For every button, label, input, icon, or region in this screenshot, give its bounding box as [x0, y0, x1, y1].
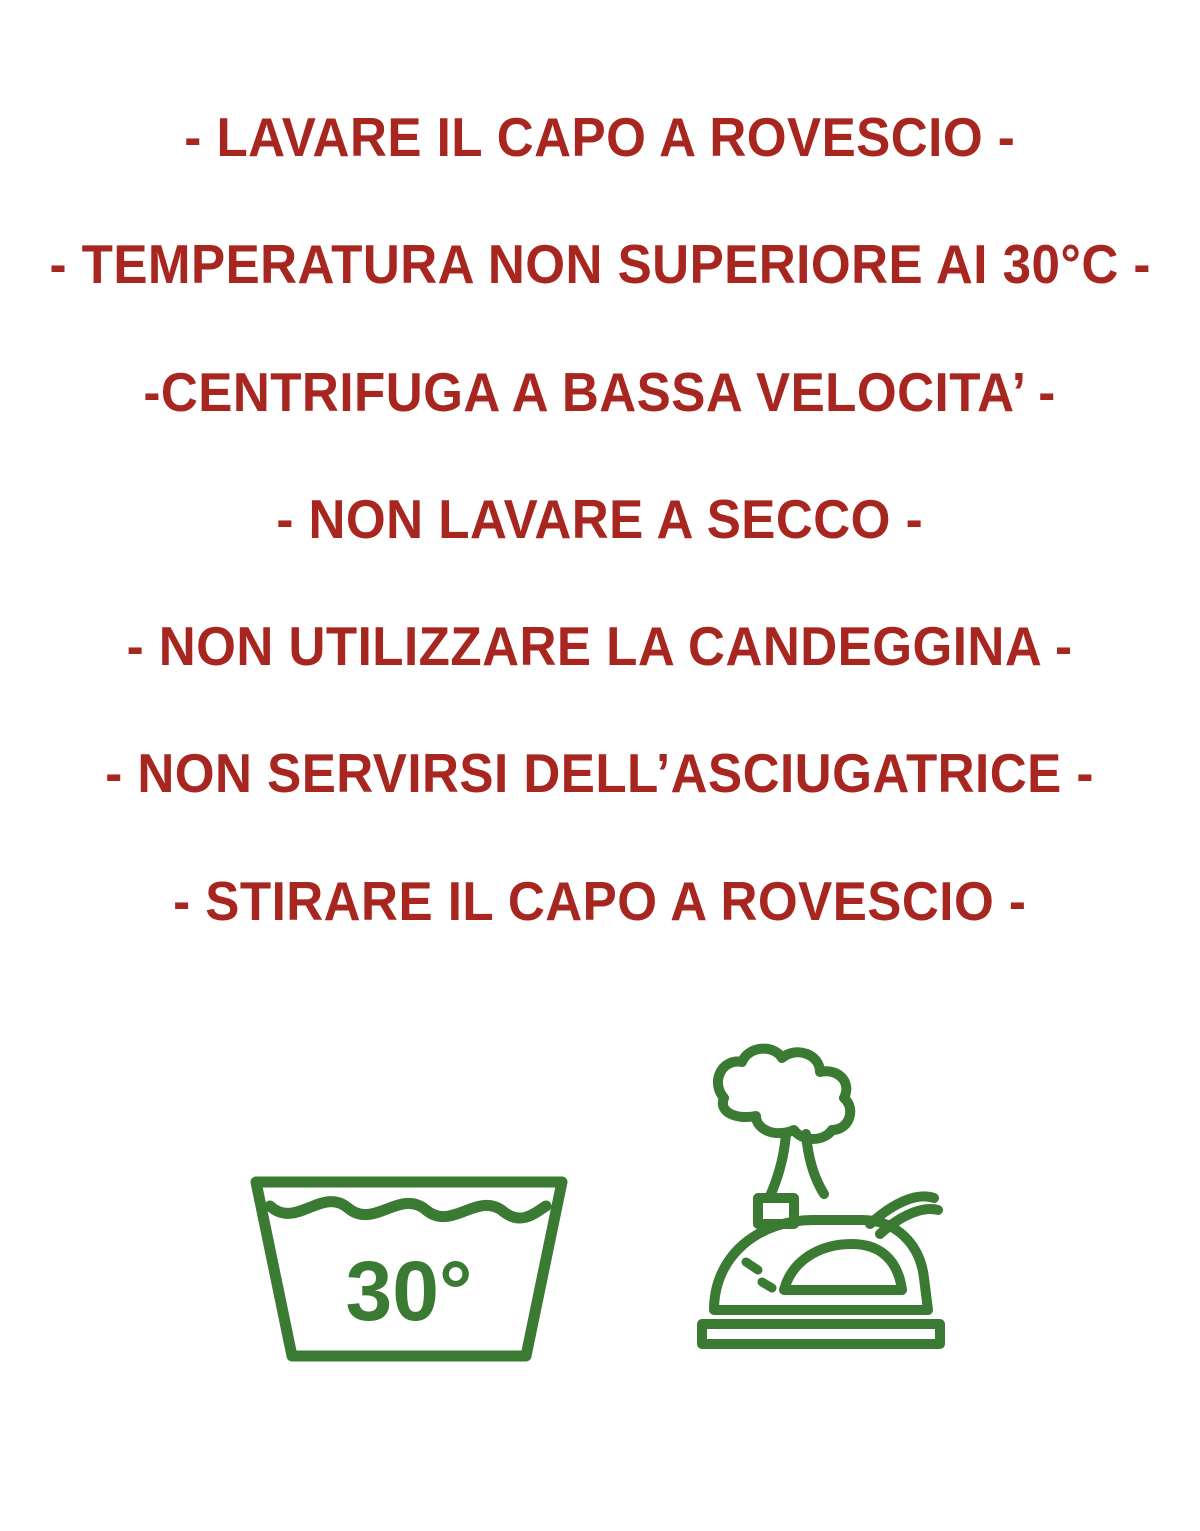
instruction-line: - NON SERVIRSI DELL’ASCIUGATRICE -	[105, 742, 1095, 805]
iron-icon	[666, 1038, 956, 1368]
instructions-list	[0, 108, 1200, 930]
care-symbols-row	[0, 1038, 1200, 1368]
instruction-line: - LAVARE IL CAPO A ROVESCIO -	[184, 106, 1016, 168]
instruction-line: - NON UTILIZZARE LA CANDEGGINA -	[127, 615, 1073, 678]
washtub-icon	[244, 1168, 574, 1368]
instruction-line: - TEMPERATURA NON SUPERIORE AI 30°C -	[49, 233, 1151, 296]
instruction-line: - NON LAVARE A SECCO -	[276, 487, 924, 550]
instruction-line: -CENTRIFUGA A BASSA VELOCITA’ -	[143, 360, 1057, 423]
instruction-line: - STIRARE IL CAPO A ROVESCIO -	[173, 869, 1027, 932]
wash-temperature-label: 30°	[345, 1244, 473, 1339]
